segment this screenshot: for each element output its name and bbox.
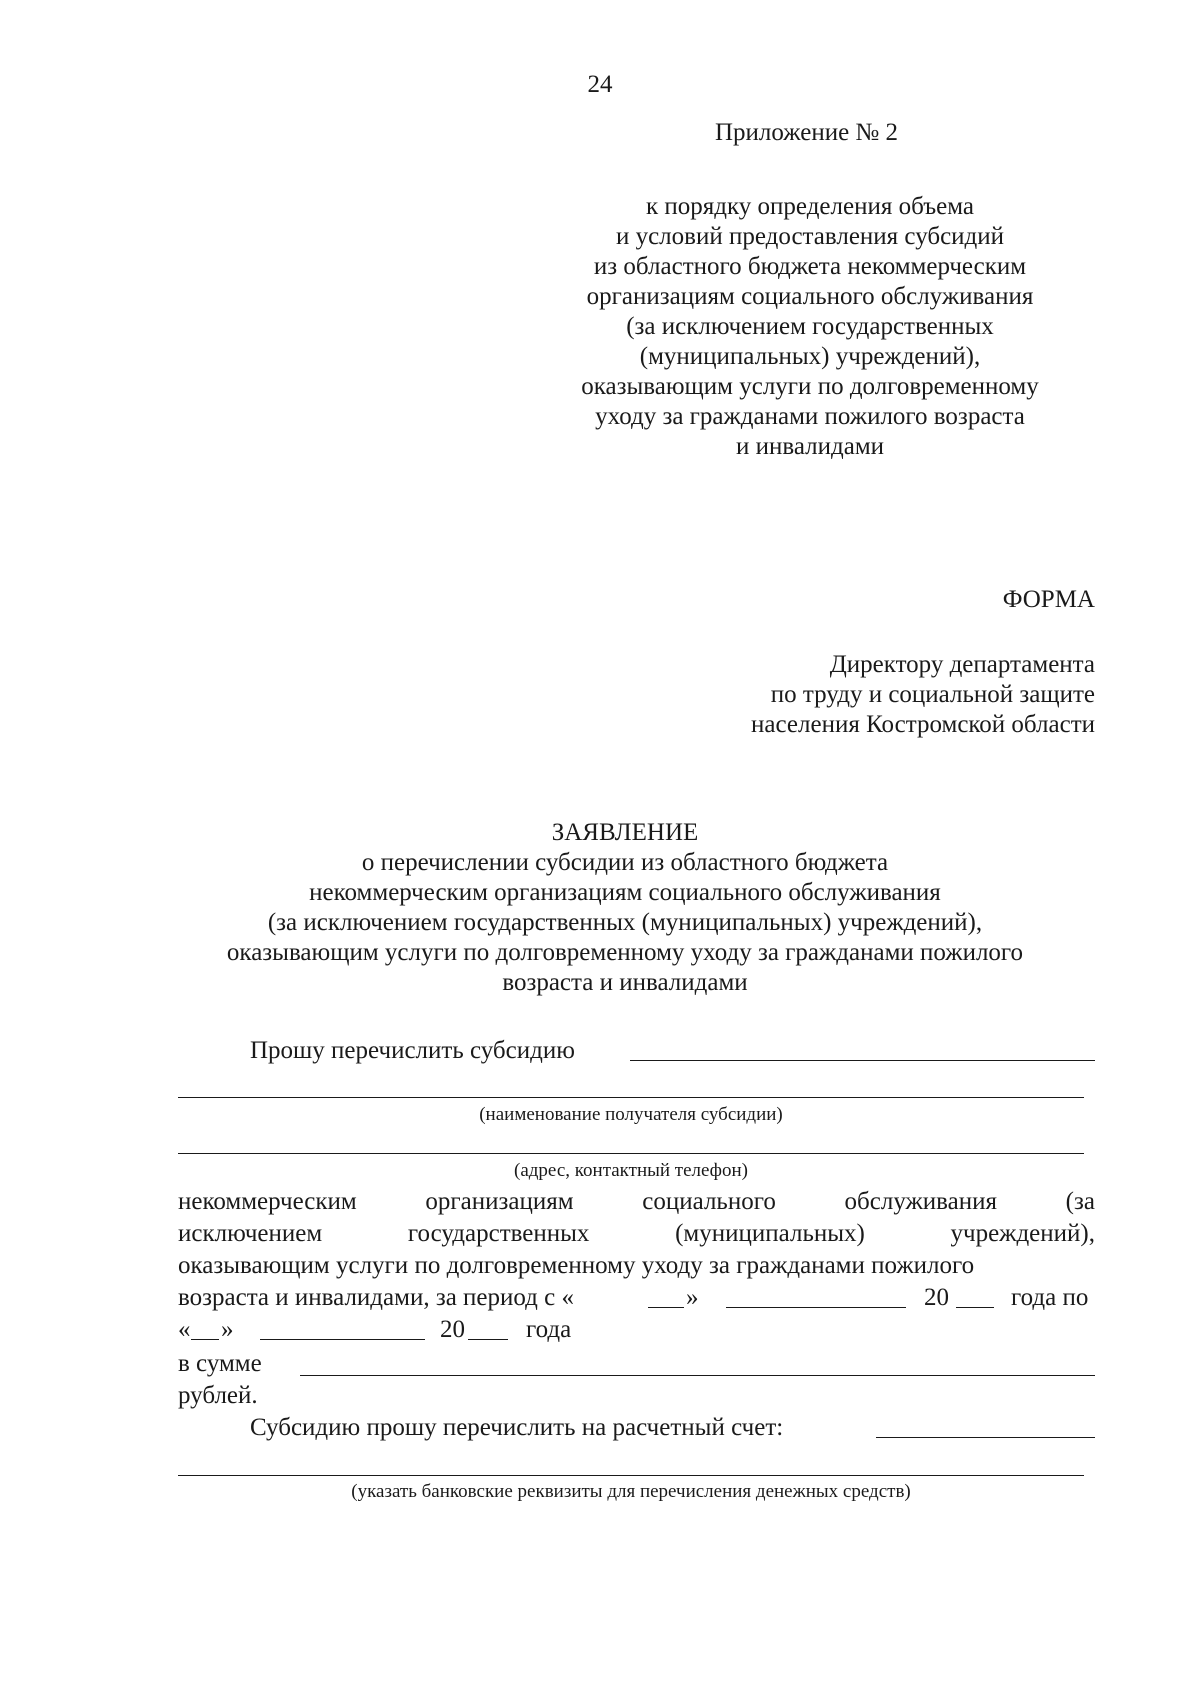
period-to-day-field[interactable]: [191, 1317, 219, 1340]
account-field-line[interactable]: [876, 1437, 1095, 1438]
statement-subtitle-line: возраста и инвалидами: [502, 969, 748, 996]
appendix-line: из областного бюджета некоммерческим: [593, 253, 1027, 280]
period-to-text: года по: [1011, 1284, 1089, 1311]
appendix-line: и условий предоставления субсидий: [615, 223, 1005, 250]
appendix-line: и инвалидами: [735, 433, 885, 460]
appendix-line: оказывающим услуги по долговременному: [581, 373, 1039, 400]
statement-title: ЗАЯВЛЕНИЕ: [551, 819, 699, 846]
period-from-text: возраста и инвалидами, за период с «: [178, 1284, 574, 1311]
appendix-line: уходу за гражданами пожилого возраста: [595, 403, 1025, 430]
addressee-line: по труду и социальной защите: [770, 681, 1095, 708]
quote-open: «: [178, 1316, 191, 1343]
body-word: организациям: [425, 1188, 574, 1215]
statement-heading: [150, 818, 1100, 998]
statement-subtitle-line: оказывающим услуги по долговременному уходу за гражданами пожилого: [226, 939, 1024, 966]
statement-subtitle-line: некоммерческим организациям социального обслуживания: [309, 879, 941, 906]
statement-subtitle-line: (за исключением государственных (муниципальных) учреждений),: [267, 909, 983, 936]
body-word: (за: [1065, 1188, 1095, 1215]
body-line-2: [178, 1219, 1095, 1249]
appendix-line: к порядку определения объема: [646, 193, 974, 220]
addressee-line: Директору департамента: [829, 651, 1095, 678]
period-to-year-field[interactable]: [468, 1317, 508, 1340]
rubles-label: рублей.: [178, 1382, 258, 1409]
address-phone-line[interactable]: [178, 1153, 1084, 1154]
form-label: ФОРМА: [1002, 586, 1095, 613]
appendix-block: [540, 192, 1080, 462]
year-prefix: 20: [440, 1316, 465, 1343]
body-word: исключением: [178, 1220, 323, 1247]
body-word: (муниципальных): [675, 1220, 865, 1247]
caption-address: (адрес, контактный телефон): [514, 1160, 748, 1181]
body-line-3: оказывающим услуги по долговременному уходу за гражданами пожилого: [178, 1252, 975, 1279]
body-word: некоммерческим: [178, 1188, 357, 1215]
period-from-month-field[interactable]: [726, 1285, 906, 1308]
year-prefix: 20: [924, 1284, 949, 1311]
period-line-to: [178, 1315, 678, 1345]
appendix-title: Приложение № 2: [715, 119, 899, 146]
period-line-from: [178, 1283, 1095, 1313]
year-suffix: года: [526, 1316, 572, 1343]
page-number: 24: [587, 71, 613, 98]
addressee-line: населения Костромской области: [751, 711, 1095, 738]
request-text: Прошу перечислить субсидию: [250, 1037, 575, 1064]
body-line-1: [178, 1187, 1095, 1217]
appendix-line: (муниципальных) учреждений),: [639, 343, 981, 370]
sum-field-line[interactable]: [300, 1375, 1095, 1376]
bank-details-line[interactable]: [178, 1475, 1084, 1476]
statement-subtitle-line: о перечислении субсидии из областного бюджета: [361, 849, 889, 876]
account-text: Субсидию прошу перечислить на расчетный счет:: [250, 1414, 784, 1441]
period-from-year-field[interactable]: [956, 1285, 994, 1308]
sum-label: в сумме: [178, 1350, 262, 1377]
appendix-line: (за исключением государственных: [626, 313, 994, 340]
period-from-day-field[interactable]: [648, 1285, 684, 1308]
caption-bank: (указать банковские реквизиты для перечисления денежных средств): [351, 1481, 911, 1502]
recipient-name-line[interactable]: [178, 1097, 1084, 1098]
appendix-line: организациям социального обслуживания: [586, 283, 1034, 310]
body-word: обслуживания: [844, 1188, 997, 1215]
quote-close: »: [221, 1316, 234, 1343]
period-to-month-field[interactable]: [260, 1317, 425, 1340]
caption-recipient: (наименование получателя субсидии): [479, 1104, 783, 1125]
body-word: учреждений),: [950, 1220, 1095, 1247]
quote-close: »: [686, 1284, 699, 1311]
body-word: государственных: [407, 1220, 590, 1247]
recipient-field-line[interactable]: [630, 1060, 1095, 1061]
addressee-block: [640, 650, 1095, 740]
body-word: социального: [642, 1188, 776, 1215]
